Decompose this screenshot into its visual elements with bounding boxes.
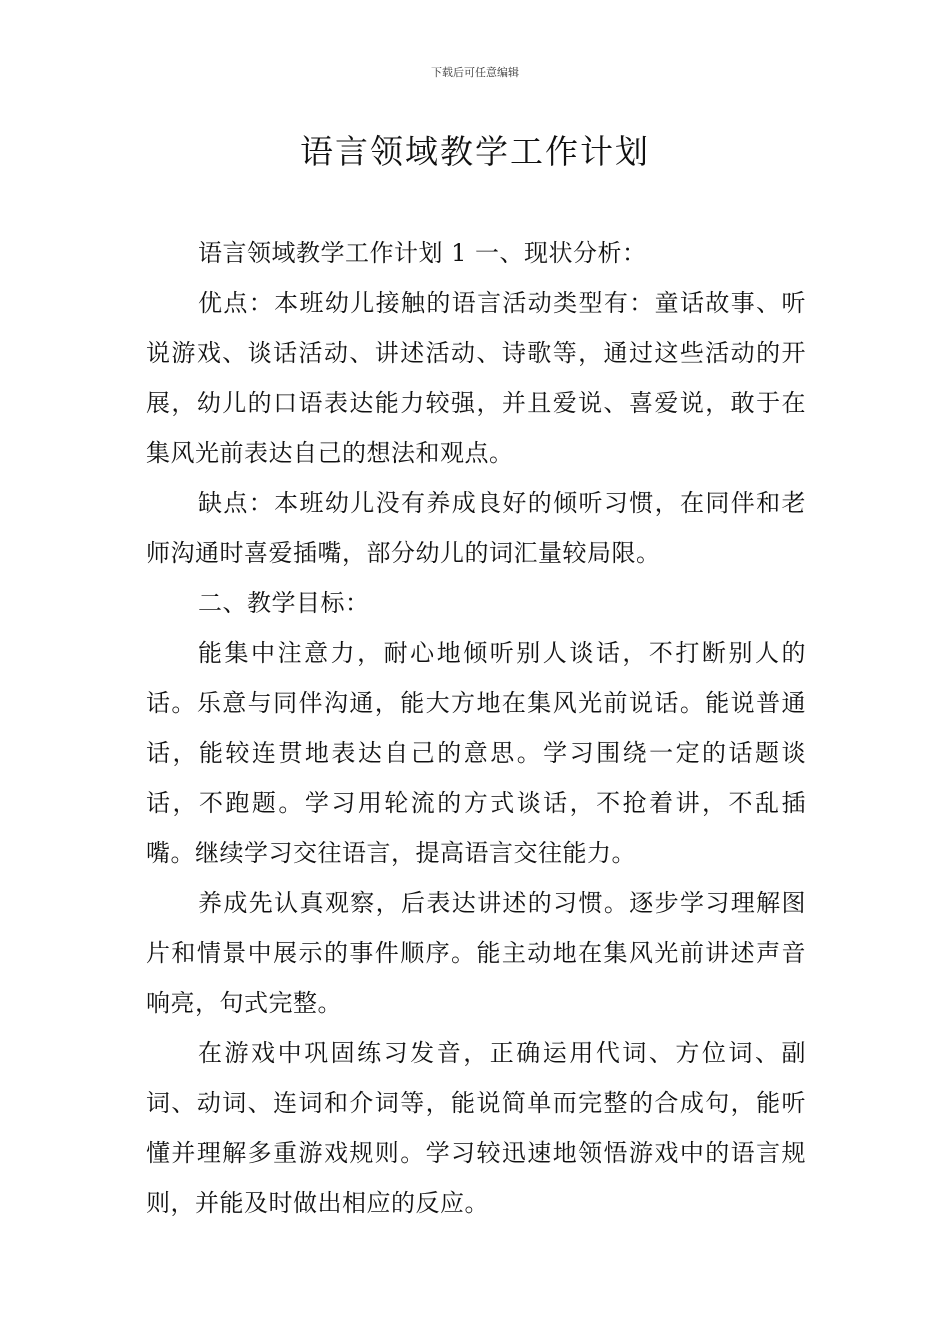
paragraph-status-analysis: 语言领域教学工作计划 1 一、现状分析： [198, 239, 647, 267]
paragraph-goal-listening: 能集中注意力，耐心地倾听别人谈话，不打断别人的话。乐意与同伴沟通，能大方地在集风光前说话。能说普通话，能较连贯地表达自己的意思。学习围绕一定的话题谈话，不跑题。学习用轮流的方式谈话，不抢着讲，不乱插嘴。继续学习交往语言，提高语言交往能力。 [146, 639, 806, 867]
paragraph-goals-heading: 二、教学目标： [198, 589, 370, 617]
header-note: 下载后可任意编辑 [431, 66, 519, 79]
paragraph-goal-observation: 养成先认真观察，后表达讲述的习惯。逐步学习理解图片和情景中展示的事件顺序。能主动地在集风光前讲述声音响亮，句式完整。 [146, 889, 806, 1017]
paragraph-weaknesses: 缺点：本班幼儿没有养成良好的倾听习惯，在同伴和老师沟通时喜爱插嘴，部分幼儿的词汇量较局限。 [146, 489, 806, 567]
document-body [146, 228, 806, 1228]
paragraph-strengths: 优点：本班幼儿接触的语言活动类型有：童话故事、听说游戏、谈话活动、讲述活动、诗歌等，通过这些活动的开展，幼儿的口语表达能力较强，并且爱说、喜爱说，敢于在集风光前表达自己的想法和观点。 [146, 289, 806, 467]
document-title: 语言领域教学工作计划 [300, 132, 650, 171]
paragraph-goal-games: 在游戏中巩固练习发音，正确运用代词、方位词、副词、动词、连词和介词等，能说简单而完整的合成句，能听懂并理解多重游戏规则。学习较迅速地领悟游戏中的语言规则，并能及时做出相应的反应。 [146, 1039, 806, 1217]
